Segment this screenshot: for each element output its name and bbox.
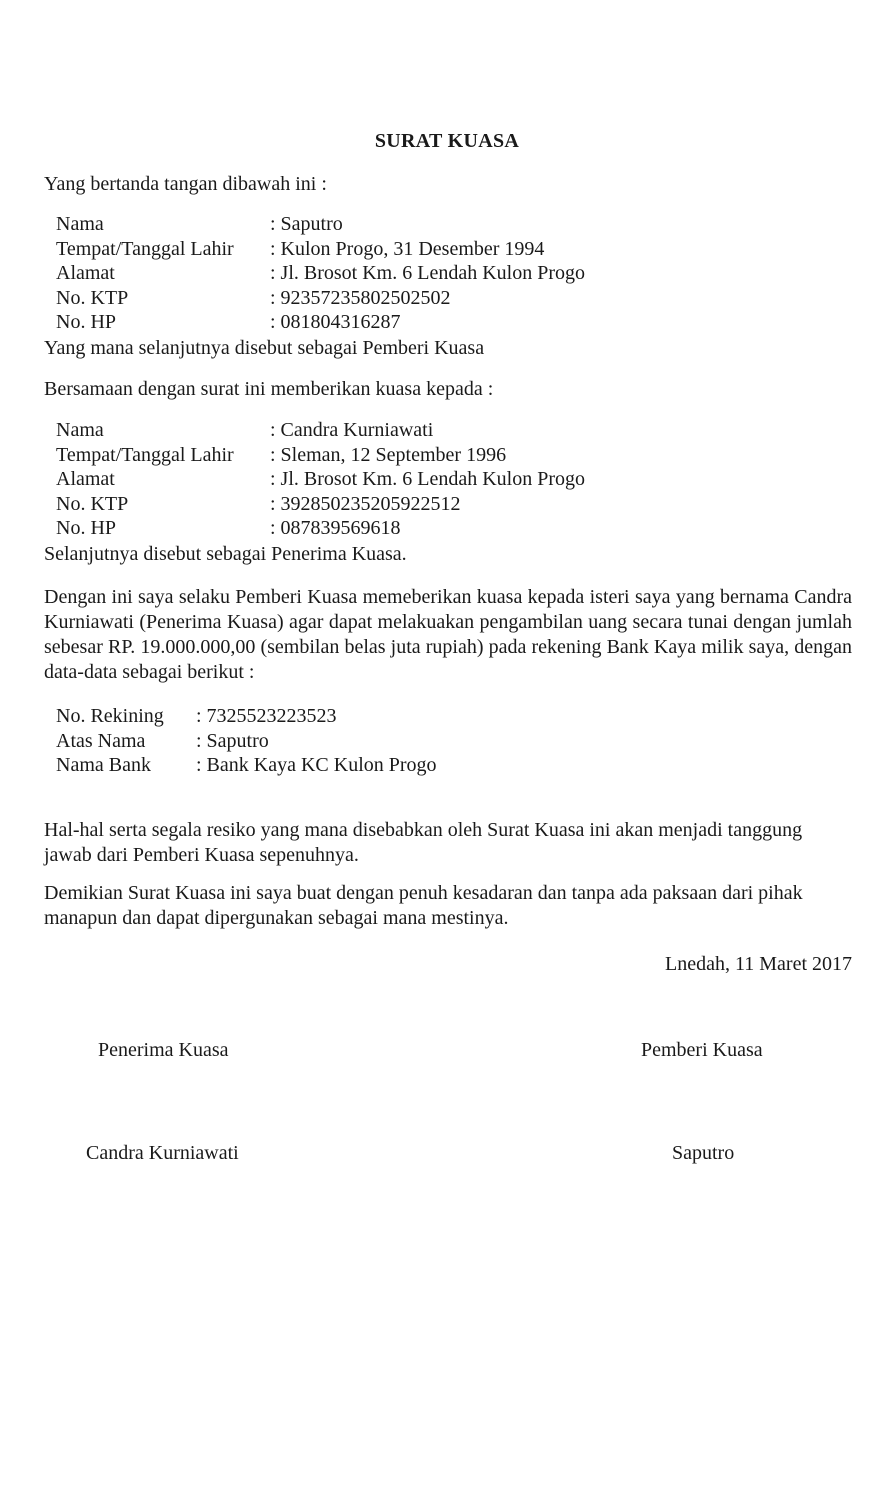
identity-row [56, 261, 836, 286]
identity-row [56, 492, 836, 517]
transition-line: Bersamaan dengan surat ini memberikan kuasa kepada : [44, 378, 494, 400]
body-paragraph: Dengan ini saya selaku Pemberi Kuasa memeberikan kuasa kepada isteri saya yang bernama Candra Kurniawati (Penerima Kuasa) agar dapat melakuakan pengambilan uang secara tunai dengan jumlah sebesar RP. 19.000.000,00 (sembilan belas juta rupiah) pada rekening Bank Kaya milik saya, dengan data-data sebagai berikut : [44, 586, 852, 683]
field-value: : 087839569618 [270, 517, 401, 539]
letter-title: SURAT KUASA [374, 130, 520, 152]
bank-row [56, 704, 836, 729]
risk-paragraph: Hal-hal serta segala resiko yang mana disebabkan oleh Surat Kuasa ini akan menjadi tanggung jawab dari Pemberi Kuasa sepenuhnya. [44, 819, 803, 866]
field-value: : Candra Kurniawati [270, 419, 434, 441]
identity-row [56, 310, 836, 335]
penerima-closing: Selanjutnya disebut sebagai Penerima Kuasa. [44, 543, 407, 565]
field-label: No. Rekining [56, 705, 164, 727]
identity-row [56, 237, 836, 262]
field-label: No. HP [56, 311, 117, 333]
field-label: Tempat/Tanggal Lahir [56, 443, 234, 466]
field-label: No. KTP [56, 286, 129, 309]
field-value: : Sleman, 12 September 1996 [270, 443, 507, 466]
identity-row [56, 286, 836, 311]
identity-row [56, 418, 836, 443]
field-value: : 392850235205922512 [270, 492, 461, 515]
place-date: Lnedah, 11 Maret 2017 [665, 953, 852, 975]
identity-row [56, 212, 836, 237]
field-label: Atas Nama [56, 729, 146, 752]
identity-row [56, 467, 836, 492]
intro-line: Yang bertanda tangan dibawah ini : [44, 173, 327, 195]
field-label: No. HP [56, 517, 117, 539]
signature-role-right: Pemberi Kuasa [641, 1039, 763, 1061]
field-value: : Kulon Progo, 31 Desember 1994 [270, 237, 545, 260]
field-value: : Jl. Brosot Km. 6 Lendah Kulon Progo [270, 262, 585, 284]
pemberi-identity-block [56, 212, 836, 335]
pemberi-closing: Yang mana selanjutnya disebut sebagai Pemberi Kuasa [44, 337, 485, 359]
field-value: : Jl. Brosot Km. 6 Lendah Kulon Progo [270, 468, 585, 490]
identity-row [56, 443, 836, 468]
bank-row [56, 753, 836, 778]
penerima-identity-block [56, 418, 836, 541]
signature-role-left: Penerima Kuasa [98, 1039, 229, 1061]
field-value: : 7325523223523 [196, 705, 337, 727]
closing-paragraph: Demikian Surat Kuasa ini saya buat dengan penuh kesadaran dan tanpa ada paksaan dari pihak manapun dan dapat dipergunakan sebagai mana mestinya. [44, 882, 803, 929]
field-label: No. KTP [56, 492, 129, 515]
field-value: : Bank Kaya KC Kulon Progo [196, 754, 437, 776]
field-value: : 081804316287 [270, 311, 401, 333]
field-value: : Saputro [196, 729, 269, 752]
field-label: Alamat [56, 468, 115, 490]
bank-details-block [56, 704, 836, 778]
signature-name-right: Saputro [672, 1142, 735, 1164]
field-label: Alamat [56, 262, 115, 284]
bank-row [56, 729, 836, 754]
field-label: Nama Bank [56, 754, 151, 776]
field-label: Nama [56, 419, 104, 441]
field-value: : Saputro [270, 213, 343, 235]
field-label: Tempat/Tanggal Lahir [56, 237, 234, 260]
field-value: : 92357235802502502 [270, 286, 451, 309]
field-label: Nama [56, 213, 104, 235]
signature-name-left: Candra Kurniawati [86, 1142, 239, 1164]
identity-row [56, 516, 836, 541]
